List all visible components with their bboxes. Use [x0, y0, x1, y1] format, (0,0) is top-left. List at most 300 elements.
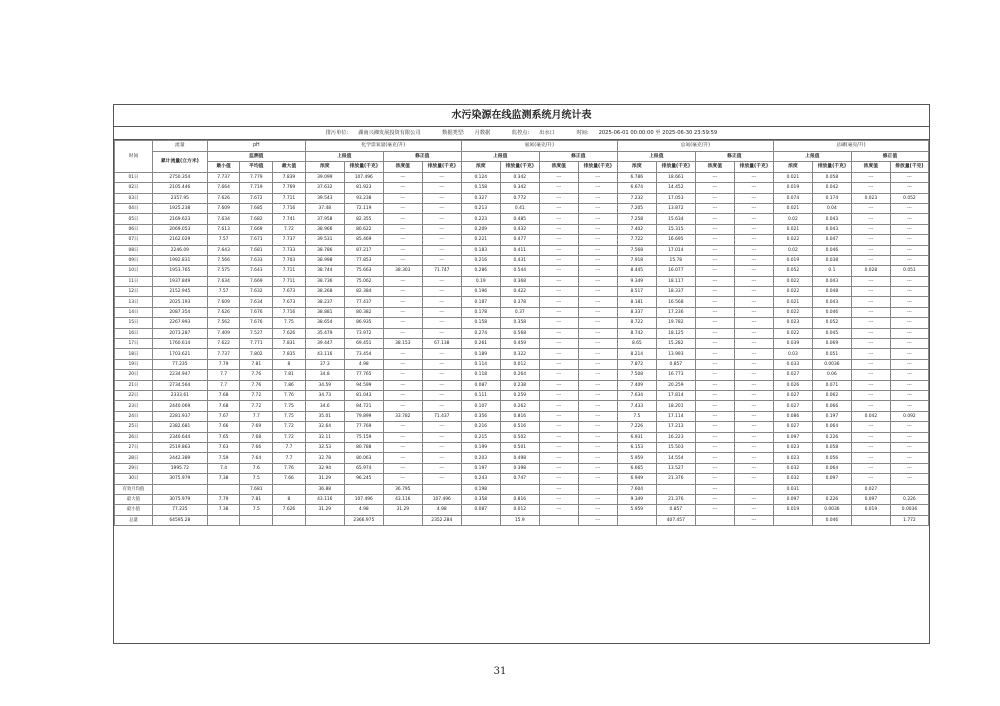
table-cell: 2162.029	[152, 235, 207, 245]
table-cell: 7.918	[617, 255, 656, 265]
table-cell: ---	[578, 515, 617, 525]
table-cell: 0.043	[812, 224, 851, 234]
table-cell: 0.422	[500, 287, 539, 297]
table-cell: 67.138	[422, 339, 461, 349]
table-cell: ---	[539, 474, 578, 484]
table-cell: ---	[422, 463, 461, 473]
row-label: 14日	[115, 307, 153, 317]
table-cell: ---	[695, 245, 734, 255]
table-cell: ---	[422, 183, 461, 193]
table-cell: 0.498	[500, 453, 539, 463]
table-cell: 7.81	[273, 370, 306, 380]
table-cell: ---	[695, 297, 734, 307]
table-row	[115, 297, 929, 307]
table-cell: 80.788	[344, 442, 383, 452]
table-cell: 9.349	[617, 276, 656, 286]
table-cell: 4.98	[344, 505, 383, 515]
table-cell: ---	[578, 380, 617, 390]
table-cell: 0.027	[851, 484, 890, 494]
header-cod-corr-emission: 排放量(千克)	[422, 162, 461, 173]
table-cell: 7.7	[273, 442, 306, 452]
table-cell: ---	[539, 453, 578, 463]
table-cell: 8.181	[617, 297, 656, 307]
table-cell: 0.069	[812, 339, 851, 349]
table-cell: ---	[734, 505, 773, 515]
table-cell: 0.226	[812, 432, 851, 442]
table-cell: 7.568	[617, 245, 656, 255]
table-cell: ---	[383, 328, 422, 338]
table-cell: 34.59	[305, 380, 344, 390]
table-cell: 86.935	[344, 318, 383, 328]
table-cell: 8	[273, 359, 306, 369]
table-cell: 7.86	[273, 380, 306, 390]
row-label: 10日	[115, 266, 153, 276]
table-cell: 0.097	[812, 474, 851, 484]
table-cell: 39.531	[305, 235, 344, 245]
row-label: 27日	[115, 442, 153, 452]
header-flow: 流量	[152, 141, 207, 152]
header-cod-conc: 浓度	[305, 162, 344, 173]
table-cell: 7.68	[240, 432, 273, 442]
table-cell: 7.76	[273, 463, 306, 473]
header-tp-corr-emission: 排放量(千克)	[890, 162, 928, 173]
table-cell: 0.027	[773, 422, 812, 432]
table-cell: ---	[890, 442, 928, 452]
header-tn-corr-emission: 排放量(千克)	[734, 162, 773, 173]
table-cell: ---	[890, 235, 928, 245]
table-cell: ---	[890, 380, 928, 390]
table-cell: 7.676	[240, 307, 273, 317]
table-cell: 37.958	[305, 214, 344, 224]
table-cell: ---	[578, 287, 617, 297]
header-tn-corr-conc: 浓度值	[695, 162, 734, 173]
page-number: 31	[493, 666, 507, 677]
table-row	[115, 328, 929, 338]
table-cell: ---	[734, 297, 773, 307]
company-label: 排污单位:	[325, 130, 349, 136]
table-cell: ---	[734, 474, 773, 484]
table-cell: 7.66	[273, 474, 306, 484]
table-cell: ---	[734, 276, 773, 286]
table-cell: ---	[851, 172, 890, 182]
table-cell: 0.358	[500, 318, 539, 328]
table-cell: ---	[890, 276, 928, 286]
table-cell: 75.062	[344, 276, 383, 286]
table-cell: ---	[734, 224, 773, 234]
table-cell: 7.716	[273, 307, 306, 317]
table-cell: 18.125	[656, 328, 695, 338]
table-cell: 0.092	[890, 411, 928, 421]
table-cell: ---	[695, 453, 734, 463]
table-cell: 39.099	[305, 172, 344, 182]
table-cell: 2352.284	[422, 515, 461, 525]
table-cell: 7.409	[617, 380, 656, 390]
table-cell: ---	[422, 442, 461, 452]
header-nh3: 氨氮(毫克/升)	[461, 141, 617, 152]
table-cell: ---	[695, 359, 734, 369]
row-label: 01日	[115, 172, 153, 182]
company-value: 湖南兴湘发展投资有限公司	[358, 130, 421, 136]
table-cell: 0.02	[773, 245, 812, 255]
table-row	[115, 318, 929, 328]
table-cell: ---	[422, 193, 461, 203]
table-cell: ---	[539, 224, 578, 234]
table-cell: 93.238	[344, 193, 383, 203]
table-cell: 7.711	[273, 276, 306, 286]
table-cell: 0.342	[500, 172, 539, 182]
table-cell: ---	[734, 453, 773, 463]
table-cell: 7.669	[240, 224, 273, 234]
header-tp-emission: 排放量(千克)	[812, 162, 851, 173]
table-cell: 0.048	[812, 287, 851, 297]
table-row	[115, 339, 929, 349]
header-ph-avg: 平均值	[240, 162, 273, 173]
table-cell: 0.516	[500, 422, 539, 432]
table-cell: ---	[890, 401, 928, 411]
table-cell: 7.72	[273, 432, 306, 442]
table-cell: 2246.09	[152, 245, 207, 255]
table-cell: 38.303	[383, 266, 422, 276]
table-cell: ---	[383, 172, 422, 182]
table-row	[115, 359, 929, 369]
table-cell: 7.872	[617, 359, 656, 369]
table-cell: 8.445	[617, 266, 656, 276]
table-cell: 0.045	[812, 328, 851, 338]
table-cell: 0.485	[500, 214, 539, 224]
header-tn-emission: 排放量(千克)	[656, 162, 695, 173]
table-cell: 0.368	[500, 276, 539, 286]
table-cell: 7.634	[240, 297, 273, 307]
table-cell: 0.19	[461, 276, 500, 286]
table-cell: 32.64	[305, 422, 344, 432]
table-cell: ---	[539, 463, 578, 473]
table-cell: ---	[734, 193, 773, 203]
table-cell: 0.189	[461, 349, 500, 359]
table-cell: ---	[695, 224, 734, 234]
table-cell: 77.765	[344, 370, 383, 380]
table-cell: ---	[539, 494, 578, 504]
table-cell: 0.327	[461, 193, 500, 203]
table-cell: ---	[851, 474, 890, 484]
table-cell: 0.198	[461, 484, 500, 494]
table-cell: ---	[422, 245, 461, 255]
table-cell: 0.816	[500, 411, 539, 421]
table-cell: ---	[851, 307, 890, 317]
table-cell: 0.038	[812, 255, 851, 265]
table-cell: ---	[383, 276, 422, 286]
table-cell: ---	[695, 276, 734, 286]
table-cell: 0.056	[812, 453, 851, 463]
header-ph: pH	[207, 141, 305, 152]
table-cell: ---	[695, 328, 734, 338]
table-cell: 0.019	[773, 505, 812, 515]
table-cell: ---	[539, 276, 578, 286]
header-nh3-reported: 上报值	[461, 151, 539, 162]
table-cell: ---	[422, 370, 461, 380]
table-cell: 0.012	[500, 359, 539, 369]
table-cell: 107.496	[344, 172, 383, 182]
table-cell: 80.382	[344, 307, 383, 317]
table-cell: ---	[383, 224, 422, 234]
table-cell: 82.355	[344, 214, 383, 224]
row-label: 21日	[115, 380, 153, 390]
table-cell: 7.5	[617, 411, 656, 421]
table-cell: ---	[578, 359, 617, 369]
table-cell: 7.634	[207, 214, 240, 224]
table-cell: 0.071	[812, 380, 851, 390]
row-label: 17日	[115, 339, 153, 349]
table-cell: 35.01	[305, 411, 344, 421]
point-value: 出水口	[539, 130, 555, 136]
table-cell: 64595.28	[152, 515, 207, 525]
table-cell: 2519.863	[152, 442, 207, 452]
table-cell: 7.72	[240, 401, 273, 411]
table-cell: 7.72	[240, 390, 273, 400]
table-cell: 0.568	[500, 328, 539, 338]
table-cell: 7.737	[207, 172, 240, 182]
table-cell: ---	[383, 214, 422, 224]
row-label: 05日	[115, 214, 153, 224]
table-cell: 32.11	[305, 432, 344, 442]
table-row	[115, 276, 929, 286]
table-cell	[305, 515, 344, 525]
table-cell: 2234.947	[152, 370, 207, 380]
table-cell	[773, 515, 812, 525]
header-flow-sub: 累计流量(立方米)	[152, 151, 207, 172]
row-label: 06日	[115, 224, 153, 234]
table-cell	[656, 484, 695, 494]
table-cell: 21.376	[656, 494, 695, 504]
table-cell: 0.066	[812, 401, 851, 411]
table-cell: 7.79	[207, 494, 240, 504]
table-row	[115, 287, 929, 297]
table-cell: ---	[578, 505, 617, 515]
table-cell: ---	[539, 390, 578, 400]
table-cell: 17.053	[656, 193, 695, 203]
table-cell: ---	[383, 390, 422, 400]
table-cell: ---	[890, 245, 928, 255]
table-cell: 6.665	[617, 463, 656, 473]
table-cell: 0.124	[461, 172, 500, 182]
table-cell: 7.68	[207, 390, 240, 400]
table-cell: ---	[539, 484, 578, 494]
table-cell: ---	[422, 224, 461, 234]
table-cell: ---	[539, 318, 578, 328]
table-cell: 0.03	[773, 349, 812, 359]
header-nh3-corr-emission: 排放量(千克)	[578, 162, 617, 173]
table-cell: 20.259	[656, 380, 695, 390]
table-cell: 7.626	[207, 307, 240, 317]
table-cell: ---	[851, 453, 890, 463]
table-cell: 14.452	[656, 183, 695, 193]
table-cell: 0.459	[500, 339, 539, 349]
table-cell: 7.737	[207, 349, 240, 359]
row-label: 02日	[115, 183, 153, 193]
table-cell: ---	[578, 370, 617, 380]
table-row	[115, 172, 929, 182]
table-cell: ---	[539, 203, 578, 213]
table-cell: ---	[890, 474, 928, 484]
table-cell: ---	[890, 328, 928, 338]
table-cell	[578, 484, 617, 494]
table-row	[115, 442, 929, 452]
table-cell	[422, 484, 461, 494]
table-cell: 43.116	[305, 494, 344, 504]
table-cell: 0.06	[812, 370, 851, 380]
table-cell: 17.814	[656, 390, 695, 400]
table-cell: 0.431	[500, 255, 539, 265]
table-cell: 13.527	[656, 463, 695, 473]
table-cell: ---	[422, 359, 461, 369]
table-cell: 31.29	[305, 474, 344, 484]
table-cell: 2169.623	[152, 214, 207, 224]
table-cell: 0.262	[500, 401, 539, 411]
table-cell: ---	[383, 401, 422, 411]
table-cell: 7.75	[273, 411, 306, 421]
row-label: 总量	[115, 515, 153, 525]
table-cell: 7.622	[207, 339, 240, 349]
row-label: 26日	[115, 432, 153, 442]
point-label: 监控点:	[511, 130, 530, 136]
table-cell: ---	[539, 245, 578, 255]
table-cell: 0.411	[500, 245, 539, 255]
table-cell: ---	[578, 276, 617, 286]
table-cell: ---	[422, 401, 461, 411]
table-cell: ---	[734, 318, 773, 328]
table-cell: 8	[273, 494, 306, 504]
table-cell: ---	[734, 245, 773, 255]
table-cell: 7.402	[617, 224, 656, 234]
table-row	[115, 463, 929, 473]
table-cell: 0.04	[812, 203, 851, 213]
header-tp-corrected: 修正值	[851, 151, 928, 162]
table-cell: 7.6	[240, 463, 273, 473]
table-cell: 7.626	[273, 328, 306, 338]
table-cell: ---	[734, 422, 773, 432]
table-cell: 2087.354	[152, 307, 207, 317]
table-cell: 7.703	[273, 255, 306, 265]
table-cell: ---	[695, 505, 734, 515]
table-cell: 2152.945	[152, 287, 207, 297]
table-cell: ---	[695, 432, 734, 442]
row-label: 19日	[115, 359, 153, 369]
table-cell: 36.88	[305, 484, 344, 494]
table-cell: 7.643	[207, 245, 240, 255]
table-cell: 0.477	[500, 235, 539, 245]
table-cell: 0.183	[461, 245, 500, 255]
table-cell: 17.213	[656, 422, 695, 432]
table-cell: 8.742	[617, 328, 656, 338]
table-cell: 6.949	[617, 474, 656, 484]
table-cell: 0.178	[461, 307, 500, 317]
report-title: 水污染源在线监测系统月统计表	[114, 105, 929, 127]
table-cell: ---	[539, 411, 578, 421]
table-cell: ---	[383, 442, 422, 452]
table-cell: ---	[851, 276, 890, 286]
table-cell: ---	[578, 224, 617, 234]
header-cod-reported: 上报值	[305, 151, 383, 162]
table-cell: ---	[539, 235, 578, 245]
table-cell: 15.634	[656, 214, 695, 224]
table-cell: 0.544	[500, 266, 539, 276]
table-cell: 8.517	[617, 287, 656, 297]
table-cell: ---	[422, 474, 461, 484]
table-cell: 0.322	[500, 349, 539, 359]
table-cell: ---	[890, 463, 928, 473]
table-cell: 7.68	[207, 401, 240, 411]
table-cell: ---	[422, 307, 461, 317]
table-cell: ---	[734, 432, 773, 442]
table-header	[115, 141, 929, 173]
table-cell: 0.118	[461, 370, 500, 380]
table-cell: ---	[851, 297, 890, 307]
table-cell: 1937.849	[152, 276, 207, 286]
table-cell: 0.052	[773, 266, 812, 276]
table-cell: 21.376	[656, 474, 695, 484]
row-label: 30日	[115, 474, 153, 484]
table-cell: 18.661	[656, 172, 695, 182]
table-cell: ---	[539, 442, 578, 452]
table-row	[115, 474, 929, 484]
header-cod-corrected: 修正值	[383, 151, 461, 162]
table-cell: 0.37	[500, 307, 539, 317]
table-cell: ---	[578, 214, 617, 224]
table-row	[115, 307, 929, 317]
table-cell: 7.66	[240, 442, 273, 452]
table-cell: 0.0036	[812, 505, 851, 515]
table-cell: 7.633	[240, 255, 273, 265]
table-cell: 80.622	[344, 224, 383, 234]
table-cell: 2025.193	[152, 297, 207, 307]
table-cell: 43.116	[305, 349, 344, 359]
table-cell: 16.695	[656, 235, 695, 245]
table-cell: ---	[578, 442, 617, 452]
table-cell: 0.032	[773, 463, 812, 473]
table-cell: 7.669	[240, 276, 273, 286]
row-label: 22日	[115, 390, 153, 400]
table-cell: 2281.937	[152, 411, 207, 421]
table-cell: ---	[422, 235, 461, 245]
time-label: 时间:	[576, 130, 589, 136]
table-cell: ---	[890, 203, 928, 213]
table-cell: 69.451	[344, 339, 383, 349]
table-cell: 17.014	[656, 245, 695, 255]
table-cell: ---	[539, 349, 578, 359]
table-cell: ---	[539, 255, 578, 265]
table-cell	[344, 484, 383, 494]
table-cell: ---	[851, 224, 890, 234]
table-cell: 0.226	[812, 494, 851, 504]
table-cell: ---	[734, 328, 773, 338]
table-cell: ---	[695, 266, 734, 276]
table-cell: 0.021	[773, 203, 812, 213]
table-cell: 0.223	[461, 214, 500, 224]
row-label: 23日	[115, 401, 153, 411]
table-cell: 96.245	[344, 474, 383, 484]
table-cell: ---	[890, 224, 928, 234]
table-cell: 7.681	[240, 245, 273, 255]
table-cell: 1703.621	[152, 349, 207, 359]
table-cell: 0.028	[851, 266, 890, 276]
table-cell: 7.681	[240, 484, 273, 494]
table-cell: 7.7	[240, 411, 273, 421]
table-cell: 2382.681	[152, 422, 207, 432]
table-cell: ---	[539, 307, 578, 317]
row-label: 25日	[115, 422, 153, 432]
table-cell: ---	[734, 235, 773, 245]
table-cell: ---	[422, 276, 461, 286]
row-label: 最大值	[115, 494, 153, 504]
